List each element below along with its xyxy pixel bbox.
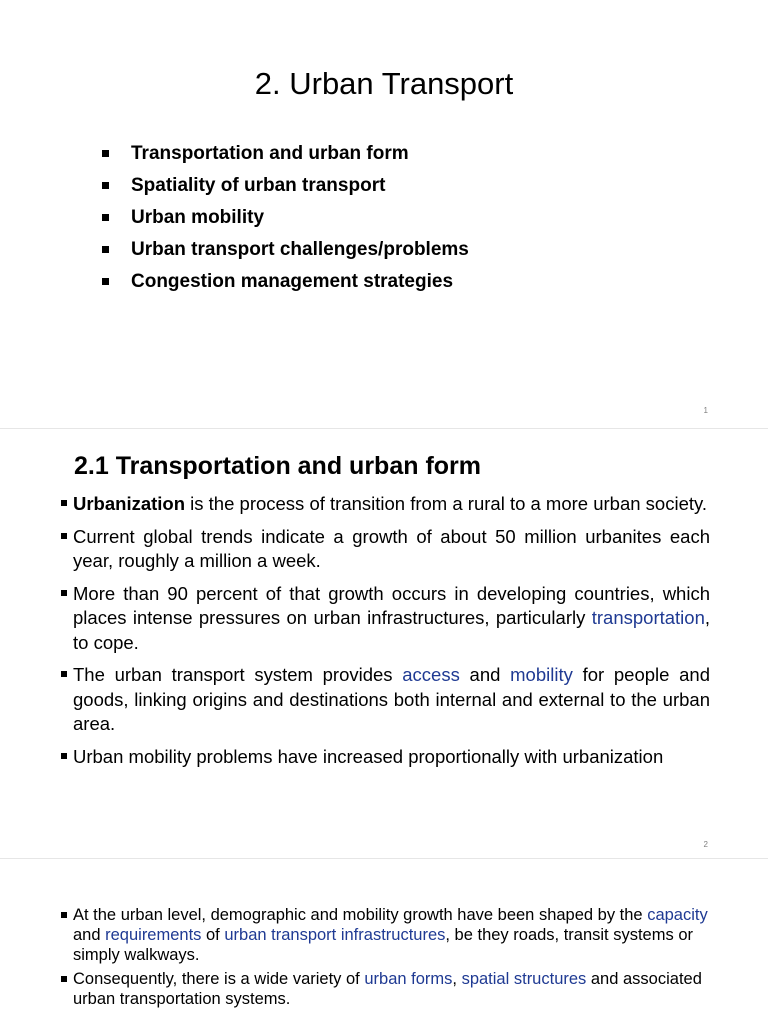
page-number: 2 — [703, 840, 708, 849]
square-bullet-icon — [102, 278, 109, 285]
list-item: More than 90 percent of that growth occurs in developing countries, which places intense pressures on urban infrastructures, particularly transportation, to cope. — [60, 582, 710, 656]
list-item: Urbanization is the process of transition from a rural to a more urban society. — [60, 492, 710, 517]
list-item: At the urban level, demographic and mobility growth have been shaped by the capacity and requirements of urban transport infrastructures, be they roads, transit systems or simply walkways. — [60, 905, 710, 965]
slide-3 — [0, 858, 768, 1024]
transportation-link[interactable]: transportation — [591, 607, 705, 628]
bullet-list — [60, 492, 710, 777]
square-bullet-icon — [61, 753, 67, 759]
urban-forms-link[interactable]: urban forms — [364, 970, 453, 988]
slide-2 — [0, 428, 768, 858]
agenda-item: Urban mobility — [100, 206, 469, 238]
list-item: The urban transport system provides access and mobility for people and goods, linking origins and destinations both internal and external to the urban area. — [60, 663, 710, 737]
slide-2-title: 2.1 Transportation and urban form — [74, 452, 481, 480]
bullet-list — [60, 905, 710, 1013]
agenda-list — [100, 142, 469, 302]
list-item: Consequently, there is a wide variety of urban forms, spatial structures and associated urban transportation systems. — [60, 969, 710, 1009]
spatial-structures-link[interactable]: spatial structures — [461, 970, 587, 988]
square-bullet-icon — [102, 214, 109, 221]
capacity-link[interactable]: capacity — [647, 906, 708, 924]
square-bullet-icon — [102, 246, 109, 253]
mobility-link[interactable]: mobility — [510, 664, 573, 685]
agenda-item: Spatiality of urban transport — [100, 174, 469, 206]
list-item: Urban mobility problems have increased proportionally with urbanization — [60, 745, 710, 770]
square-bullet-icon — [61, 976, 67, 982]
access-link[interactable]: access — [402, 664, 460, 685]
list-item: Current global trends indicate a growth of about 50 million urbanites each year, roughly a million a week. — [60, 525, 710, 574]
agenda-item: Transportation and urban form — [100, 142, 469, 174]
agenda-item: Urban transport challenges/problems — [100, 238, 469, 270]
urban-transport-infrastructures-link[interactable]: urban transport infrastructures — [224, 926, 446, 944]
page-number: 1 — [703, 406, 708, 415]
square-bullet-icon — [102, 182, 109, 189]
slide-1 — [0, 0, 768, 428]
square-bullet-icon — [61, 500, 67, 506]
square-bullet-icon — [61, 671, 67, 677]
square-bullet-icon — [61, 590, 67, 596]
agenda-item: Congestion management strategies — [100, 270, 469, 302]
slide-1-title: 2. Urban Transport — [254, 66, 514, 101]
square-bullet-icon — [61, 533, 67, 539]
requirements-link[interactable]: requirements — [105, 926, 202, 944]
square-bullet-icon — [102, 150, 109, 157]
square-bullet-icon — [61, 912, 67, 918]
